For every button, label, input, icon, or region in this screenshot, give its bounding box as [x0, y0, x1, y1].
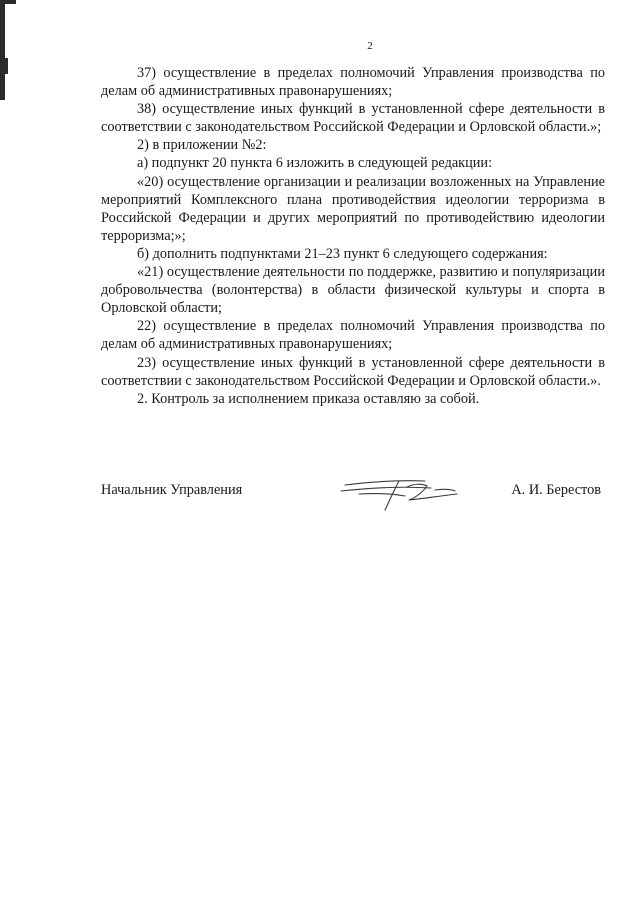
scan-edge-top-mark: [0, 0, 16, 4]
paragraph-appendix-2: 2) в приложении №2:: [137, 137, 267, 154]
paragraph-item-37: 37) осуществление в пределах полномочий Управления производства по делам об административных правонарушениях;: [101, 65, 605, 100]
signature-block: [101, 478, 601, 518]
paragraph-item-21: «21) осуществление деятельности по поддержке, развитию и популяризации добровольчества (волонтерства) в области физической культуры и спорта в Орловской области;: [101, 264, 605, 317]
document-body: [101, 64, 605, 408]
signature-role: Начальник Управления: [101, 482, 243, 498]
paragraph-item-38: 38) осуществление иных функций в установленной сфере деятельности в соответствии с законодательством Российской Федерации и Орловской области.»;: [101, 101, 605, 136]
page-number: 2: [367, 40, 373, 52]
scan-notch-mark: [0, 58, 8, 74]
signature-name: А. И. Берестов: [511, 482, 601, 498]
paragraph-control: 2. Контроль за исполнением приказа оставляю за собой.: [137, 390, 480, 407]
handwritten-signature: [339, 472, 465, 514]
paragraph-subitem-a: а) подпункт 20 пункта 6 изложить в следующей редакции:: [137, 155, 493, 172]
paragraph-subitem-b: б) дополнить подпунктами 21–23 пункт 6 следующего содержания:: [137, 245, 548, 262]
paragraph-item-20: «20) осуществление организации и реализации возложенных на Управление мероприятий Комплексного плана противодействия идеологии терроризма в Российской Федерации и других мероприятий по противодействию идеологии терроризма;»;: [101, 173, 605, 244]
paragraph-item-22: 22) осуществление в пределах полномочий Управления производства по делам об административных правонарушениях;: [101, 318, 605, 353]
paragraph-item-23: 23) осуществление иных функций в установленной сфере деятельности в соответствии с законодательством Российской Федерации и Орловской области.».: [101, 354, 605, 389]
